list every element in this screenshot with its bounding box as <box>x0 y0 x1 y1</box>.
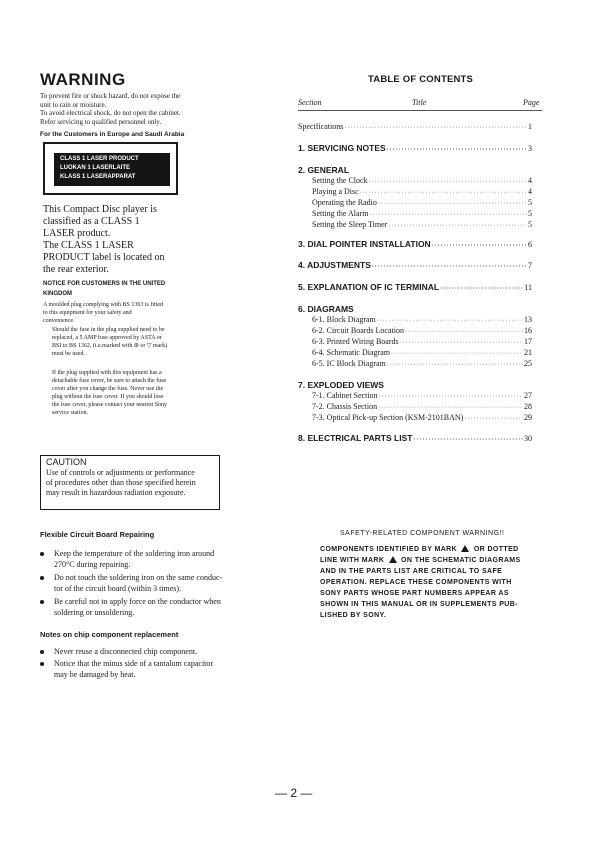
toc-label: Playing a Disc <box>312 187 359 196</box>
class1-line: classified as a CLASS 1 <box>43 216 140 227</box>
toc-label: 8. ELECTRICAL PARTS LIST <box>298 433 413 443</box>
toc-entry-servicing-notes[interactable] <box>298 143 532 154</box>
toc-entry-adjustments[interactable] <box>298 260 532 271</box>
bullet-icon <box>40 576 44 580</box>
toc-label: 7-3. Optical Pick-up Section (KSM-2101BAN) <box>312 413 464 422</box>
laser-label-line: KLASS 1 LASERAPPARAT <box>60 174 136 180</box>
list-item <box>40 548 214 570</box>
toc-entry[interactable] <box>312 198 532 209</box>
class1-line: LASER product. <box>43 228 111 239</box>
toc-page: 4 <box>528 176 532 185</box>
class1-line: the rear exterior. <box>43 264 109 275</box>
flex-circuit-heading: Flexible Circuit Board Repairing <box>40 530 155 539</box>
toc-page: 30 <box>524 434 532 443</box>
list-item <box>40 596 221 618</box>
list-line: 270°C during repairing. <box>54 560 131 569</box>
toc-section-exploded-views: 7. EXPLODED VIEWS <box>298 380 384 390</box>
warning-line: To avoid electrical shock, do not open the cabinet. <box>40 109 181 117</box>
class1-line: This Compact Disc player is <box>43 204 157 215</box>
toc-label: 7-2. Chassis Section <box>312 402 378 411</box>
warning-line: unit to rain or moisture. <box>40 100 107 109</box>
safety-warning-heading: SAFETY-RELATED COMPONENT WARNING!! <box>340 530 505 537</box>
uk-line: the fuse cover, please contact your nearest Sony <box>52 402 168 408</box>
safety-line: OPERATION. REPLACE THESE COMPONENTS WITH <box>320 579 512 586</box>
uk-line: to this equipment for your safety and <box>43 310 132 316</box>
toc-column-title: Title <box>412 98 427 107</box>
caution-line: Use of controls or adjustments or performance <box>46 468 195 477</box>
uk-notice-paragraph <box>52 326 167 358</box>
toc-section-general: 2. GENERAL <box>298 165 350 175</box>
class1-line: The CLASS 1 LASER <box>43 240 134 251</box>
uk-line: service station. <box>52 410 88 416</box>
uk-notice-heading <box>43 279 193 299</box>
warning-text <box>40 92 240 126</box>
uk-line: must be used. <box>52 351 85 357</box>
page-number: — 2 — <box>275 786 313 800</box>
toc-divider <box>298 110 542 111</box>
toc-entry[interactable] <box>312 337 532 348</box>
toc-label: 7-1. Cabinet Section <box>312 391 378 400</box>
safety-line <box>320 544 521 555</box>
list-line: tor of the circuit board (within 3 times). <box>54 584 182 593</box>
uk-line: BSI to BS 1362, (i.e.marked with ⊛ or ▽ mark) <box>52 343 168 349</box>
laser-class-label <box>54 153 170 186</box>
list-line: Notice that the minus side of a tantalum capacitor <box>54 659 214 668</box>
toc-page: 7 <box>528 261 532 270</box>
toc-entry-ic-terminal[interactable] <box>298 282 532 293</box>
toc-label: 6-3. Printed Wiring Boards <box>312 337 399 346</box>
warning-line: Refer servicing to qualified personnel only. <box>40 117 162 126</box>
toc-page: 16 <box>524 326 532 335</box>
uk-heading-line: NOTICE FOR CUSTOMERS IN THE UNITED <box>43 281 166 287</box>
toc-label: Setting the Alarm <box>312 209 369 218</box>
toc-page: 13 <box>524 315 532 324</box>
toc-entry-dial-pointer[interactable] <box>298 239 532 250</box>
toc-entry[interactable] <box>312 348 532 359</box>
toc-page: 5 <box>528 198 532 207</box>
warning-title: WARNING <box>40 70 126 89</box>
safety-line: SONY PARTS WHOSE PART NUMBERS APPEAR AS <box>320 590 509 597</box>
safety-line: AND IN THE PARTS LIST ARE CRITICAL TO SAFE <box>320 568 503 575</box>
toc-page: 6 <box>528 240 532 249</box>
toc-label: 6-4. Schematic Diagram <box>312 348 390 357</box>
bullet-icon <box>40 552 44 556</box>
list-line: Be careful not to apply force on the conductor when <box>54 597 221 606</box>
toc-label: 4. ADJUSTMENTS <box>298 260 371 270</box>
toc-page: 4 <box>528 187 532 196</box>
toc-label: 5. EXPLANATION OF IC TERMINAL <box>298 282 440 292</box>
toc-column-section: Section <box>298 98 322 107</box>
uk-line: detachable fuse cover, be sure to attach the fuse <box>52 378 167 384</box>
toc-page: 25 <box>524 359 532 368</box>
uk-line: replaced, a 5 AMP fuse approved by ASTA or <box>52 335 162 341</box>
safety-text-part: LINE WITH MARK <box>320 557 385 564</box>
uk-heading-line: KINGDOM <box>43 291 72 297</box>
toc-label: 6-5. IC Block Diagram <box>312 359 386 368</box>
uk-notice-paragraph <box>43 301 163 325</box>
caution-line: may result in hazardous radiation exposure. <box>46 488 186 497</box>
list-line: Keep the temperature of the soldering iron around <box>54 549 215 558</box>
list-line: soldering or unsoldering. <box>54 608 135 617</box>
warning-line: To prevent fire or shock hazard, do not expose the <box>40 92 181 100</box>
toc-page: 5 <box>528 209 532 218</box>
uk-line: A moulded plug complying with BS 1363 is fitted <box>43 302 163 308</box>
uk-line: Should the fuse in the plug supplied need to be <box>52 327 165 333</box>
list-item <box>40 572 222 594</box>
list-item <box>40 646 197 657</box>
toc-page: 3 <box>528 144 532 153</box>
uk-notice-paragraph <box>52 369 167 417</box>
list-line: Do not touch the soldering iron on the same conduc- <box>54 573 223 582</box>
toc-page: 11 <box>524 283 532 292</box>
toc-entry[interactable] <box>312 326 532 337</box>
safety-line <box>320 555 521 566</box>
toc-label: 3. DIAL POINTER INSTALLATION <box>298 239 431 249</box>
toc-page: 27 <box>524 391 532 400</box>
bullet-icon <box>40 600 44 604</box>
toc-page: 29 <box>524 413 532 422</box>
caution-title: CAUTION <box>46 457 87 467</box>
toc-entry[interactable] <box>312 209 532 220</box>
toc-entry[interactable] <box>312 187 532 198</box>
bullet-icon <box>40 662 44 666</box>
customers-heading: For the Customers in Europe and Saudi Arabia <box>40 131 185 138</box>
toc-page: 21 <box>524 348 532 357</box>
toc-label: Setting the Clock <box>312 176 368 185</box>
chip-replacement-heading: Notes on chip component replacement <box>40 630 179 639</box>
toc-entry[interactable] <box>312 220 532 231</box>
safety-text-part: COMPONENTS IDENTIFIED BY MARK <box>320 546 458 553</box>
toc-entry-electrical-parts[interactable] <box>298 433 532 444</box>
list-item <box>40 658 213 680</box>
list-line: Never reuse a disconnected chip component. <box>54 647 198 656</box>
toc-section-diagrams: 6. DIAGRAMS <box>298 304 354 314</box>
safety-line: SHOWN IN THIS MANUAL OR IN SUPPLEMENTS PUB- <box>320 601 518 608</box>
uk-line: cover after you change the fuse. Never use the <box>52 386 164 392</box>
toc-label: Operating the Radio <box>312 198 377 207</box>
safety-line: LISHED BY SONY. <box>320 612 387 619</box>
toc-entry[interactable] <box>312 391 532 402</box>
toc-label: 6-1. Block Diagram <box>312 315 376 324</box>
safety-text-part: OR DOTTED <box>473 546 519 553</box>
class1-line: PRODUCT label is located on <box>43 252 165 263</box>
laser-label-line: LUOKAN 1 LASERLAITE <box>60 165 131 171</box>
caution-text <box>46 468 196 498</box>
uk-line: If the plug supplied with this equipment has a <box>52 370 162 376</box>
warning-triangle-icon <box>461 545 469 552</box>
toc-label: 6-2. Circuit Boards Location <box>312 326 404 335</box>
toc-entry-specifications[interactable] <box>298 122 532 133</box>
toc-column-page: Page <box>523 98 540 107</box>
toc-page: 17 <box>524 337 532 346</box>
toc-title: TABLE OF CONTENTS <box>368 74 474 85</box>
list-line: may be damaged by heat. <box>54 670 136 679</box>
toc-entry[interactable] <box>312 413 532 424</box>
toc-page: 28 <box>524 402 532 411</box>
toc-entry[interactable] <box>312 176 532 187</box>
toc-label: 1. SERVICING NOTES <box>298 143 386 153</box>
warning-triangle-icon <box>389 556 397 563</box>
safety-text-part: ON THE SCHEMATIC DIAGRAMS <box>401 557 521 564</box>
bullet-icon <box>40 650 44 654</box>
caution-line: of procedures other than those specified herein <box>46 478 196 487</box>
toc-entry[interactable] <box>312 359 532 370</box>
uk-line: convenience. <box>43 318 75 324</box>
toc-page: 5 <box>528 220 532 229</box>
class1-description <box>43 204 164 276</box>
toc-label: Setting the Sleep Timer <box>312 220 388 229</box>
toc-label: Specifications <box>298 122 344 131</box>
toc-entry[interactable] <box>312 402 532 413</box>
safety-warning-text <box>320 544 521 621</box>
toc-page: 1 <box>528 122 532 131</box>
uk-line: plug without the fuse cover. If you should lose <box>52 394 164 400</box>
laser-label-line: CLASS 1 LASER PRODUCT <box>60 156 139 162</box>
toc-entry[interactable] <box>312 315 532 326</box>
